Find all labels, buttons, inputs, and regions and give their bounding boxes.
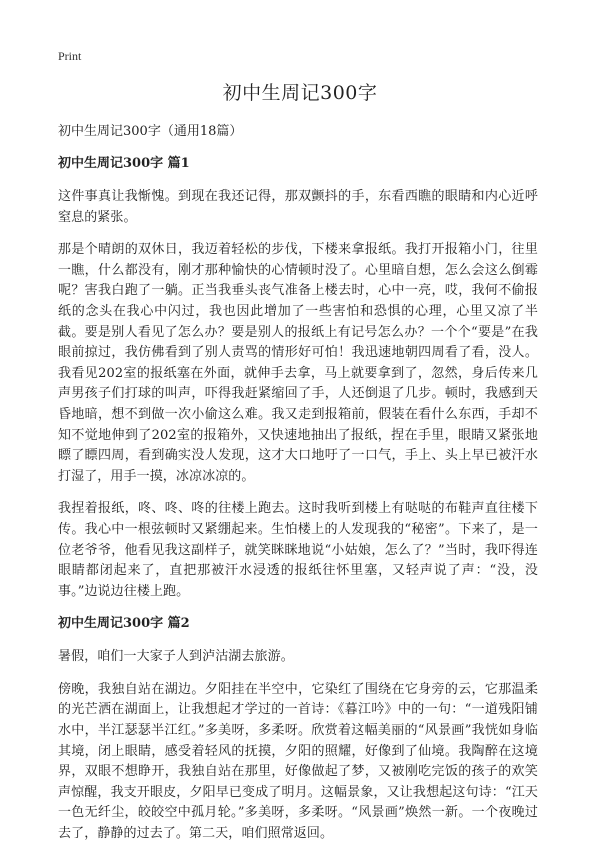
section-heading-2: 初中生周记300字 篇2	[58, 616, 190, 632]
section-heading-1: 初中生周记300字 篇1	[58, 156, 190, 171]
paragraph: 那是个晴朗的双休日，我迈着轻松的步伐，下楼来拿报纸。我打开报箱小门，往里一瞧，什么都没有，刚才那种愉快的心情顿时没了。心里暗自想，怎么会这么倒霉呢？害我白跑了一躺。正当我垂头丧气准备上楼去时，心中一亮，哎，我何不偷报纸的念头在我心中闪过，我也因此增加了一些害怕和恐惧的心理，心里又凉了半截。要是别人看见了怎么办？要是别人的报纸上有记号怎么办？一个个“要是”在我眼前掠过，我仿佛看到了别人责骂的情形好可怕！我迅速地朝四周看了看，没人。我看见202室的报纸塞在外面，就伸手去拿，马上就要拿到了，忽然，身后传来几声男孩子们打球的叫声，吓得我赶紧缩回了手，人还倒退了几步。顿时，我感到天昏地暗，想不到做一次小偷这么难。我又走到报箱前，假装在看什么东西，手却不知不觉地伸到了202室的报箱外，又快速地抽出了报纸，捏在手里，眼睛又紧张地瞟了瞟四周，看到确实没人发现，这才大口地吁了一口气，手上、头上早已被汗水打湿了，用手一摸，冰凉冰凉的。	[58, 242, 538, 484]
document-subtitle: 初中生周记300字（通用18篇）	[58, 124, 243, 139]
document-title: 初中生周记300字	[222, 82, 378, 104]
document-body	[58, 122, 538, 857]
paragraph: 傍晚，我独自站在湖边。夕阳挂在半空中，它染红了围绕在它身旁的云，它那温柔的光芒洒在湖面上，让我想起才学过的一首诗：《暮江吟》中的一句：“一道残阳铺水中，半江瑟瑟半江红。”多美呀，多柔呀。欣赏着这幅美丽的“风景画”我恍如身临其境，闭上眼睛，感受着轻风的抚摸，夕阳的照耀，好像到了仙境。我陶醉在这境界，双眼不想睁开，我独自站在那里，好像做起了梦，又被刚吃完饭的孩子的欢笑声惊醒，我支开眼皮，夕阳早已变成了明月。这幅景象，又让我想起这句诗：“江天一色无纤尘，皎皎空中孤月轮。”多美呀，多柔呀。“风景画”焕然一新。一个夜晚过去了，静静的过去了。第二天，咱们照常返回。	[58, 681, 538, 842]
paragraph: 这件事真让我惭愧。到现在我还记得，那双颤抖的手，东看西瞧的眼睛和内心近呼窒息的紧张。	[58, 189, 538, 225]
paragraph: 暑假，咱们一大家子人到泸沽湖去旅游。	[58, 649, 294, 665]
print-link[interactable]: Print	[58, 49, 82, 63]
paragraph: 我捏着报纸，咚、咚、咚的往楼上跑去。这时我听到楼上有哒哒的布鞋声直往楼下传。我心中一根弦顿时又紧绷起来。生怕楼上的人发现我的“秘密”。下来了，是一位老爷爷，他看见我这副样子，就笑眯眯地说“小姑娘，怎么了？”当时，我吓得连眼睛都闭起来了，直把那被汗水浸透的报纸往怀里塞，又轻声说了声：“没，没事。”边说边往楼上跑。	[58, 501, 538, 599]
